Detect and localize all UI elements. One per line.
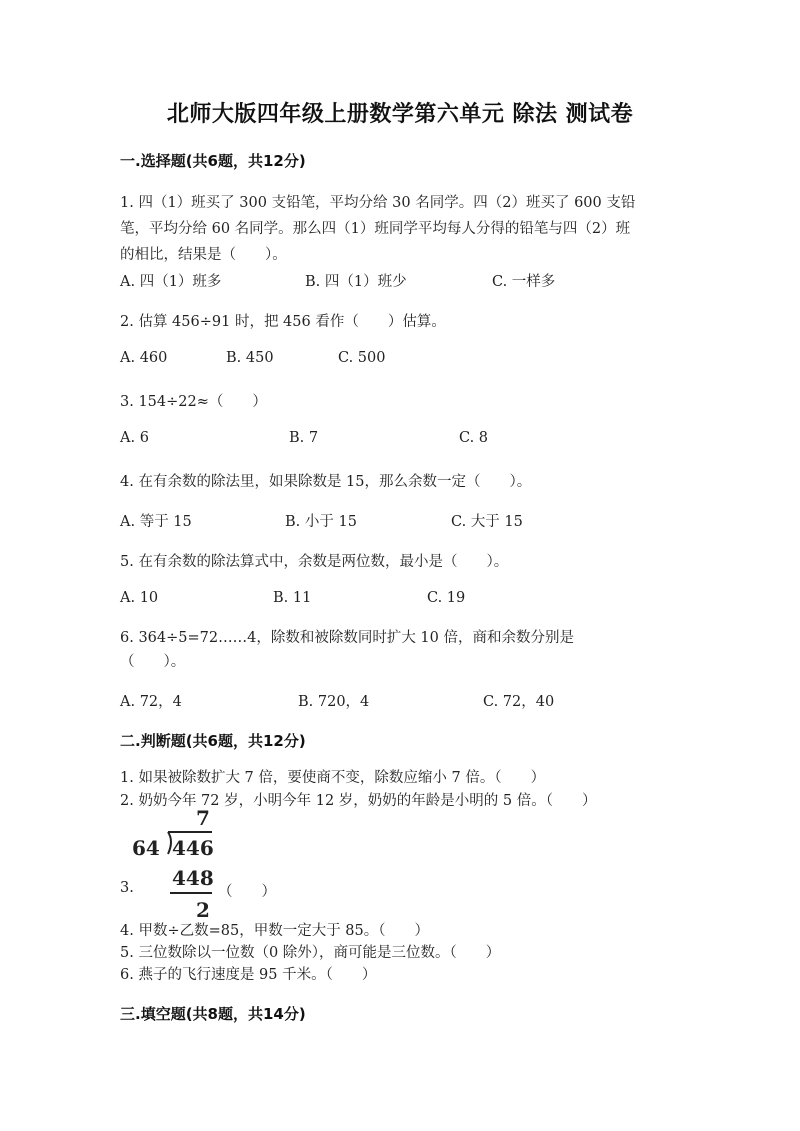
q4-option-b: B. 小于 15: [285, 514, 357, 530]
question-text-line: 笔，平均分给 60 名同学。那么四（1）班同学平均每人分得的铅笔与四（2）班: [120, 221, 631, 237]
question-text-line: 1. 四（1）班买了 300 支铅笔，平均分给 30 名同学。四（2）班买了 600 支铅: [120, 195, 636, 211]
choice-question-1: [120, 190, 680, 268]
judge-question-3-number: 3.: [120, 880, 134, 896]
q3-option-b: B. 7: [289, 430, 319, 446]
judge-question-2: 2. 奶奶今年 72 岁，小明今年 12 岁，奶奶的年龄是小明的 5 倍。（ ）: [120, 793, 597, 809]
q3-option-c: C. 8: [459, 430, 489, 446]
q2-option-b: B. 450: [226, 350, 274, 366]
q1-option-a: A. 四（1）班多: [120, 274, 222, 290]
q2-option-a: A. 460: [120, 350, 168, 366]
division-dividend: 446: [172, 836, 214, 860]
choice-question-4: 4. 在有余数的除法里，如果除数是 15，那么余数一定（ ）。: [120, 474, 532, 490]
section-judge-heading: 二.判断题(共6题，共12分): [120, 732, 306, 750]
choice-question-5: 5. 在有余数的除法算式中，余数是两位数，最小是（ ）。: [120, 554, 509, 570]
judge-question-5: 5. 三位数除以一位数（0 除外），商可能是三位数。（ ）: [120, 945, 501, 961]
choice-question-6: [120, 626, 680, 674]
question-text-line: 的相比，结果是（ ）。: [120, 247, 287, 263]
q5-option-b: B. 11: [273, 590, 312, 606]
q4-option-a: A. 等于 15: [120, 514, 192, 530]
choice-question-2: 2. 估算 456÷91 时，把 456 看作（ ）估算。: [120, 314, 446, 330]
long-division-figure: [130, 805, 230, 925]
division-remainder: 2: [196, 898, 210, 922]
division-product: 448: [172, 866, 214, 890]
choice-question-3: 3. 154÷22≈（ ）: [120, 394, 267, 410]
judge-question-1: 1. 如果被除数扩大 7 倍，要使商不变，除数应缩小 7 倍。（ ）: [120, 770, 546, 786]
q4-option-c: C. 大于 15: [451, 514, 523, 530]
section-choice-heading: 一.选择题(共6题，共12分): [120, 152, 306, 170]
judge-question-6: 6. 燕子的飞行速度是 95 千米。（ ）: [120, 967, 377, 983]
section-fill-heading: 三.填空题(共8题，共14分): [120, 1005, 306, 1023]
judge-question-4: 4. 甲数÷乙数=85，甲数一定大于 85。（ ）: [120, 923, 430, 939]
q5-option-c: C. 19: [427, 590, 466, 606]
question-text-line: （ ）。: [120, 654, 186, 670]
q6-option-a: A. 72，4: [120, 694, 182, 710]
q6-option-c: C. 72，40: [483, 694, 555, 710]
q3-option-a: A. 6: [120, 430, 149, 446]
division-divisor: 64: [132, 836, 160, 860]
division-bracket: [168, 832, 171, 854]
judge-question-3-paren: （ ）: [218, 884, 276, 900]
page-title: 北师大版四年级上册数学第六单元 除法 测试卷: [166, 102, 634, 127]
q1-option-b: B. 四（1）班少: [305, 274, 407, 290]
division-quotient: 7: [196, 806, 210, 830]
q6-option-b: B. 720，4: [298, 694, 370, 710]
q1-option-c: C. 一样多: [492, 274, 556, 290]
q2-option-c: C. 500: [338, 350, 386, 366]
question-text-line: 6. 364÷5=72……4，除数和被除数同时扩大 10 倍，商和余数分别是: [120, 630, 574, 646]
q5-option-a: A. 10: [120, 590, 159, 606]
